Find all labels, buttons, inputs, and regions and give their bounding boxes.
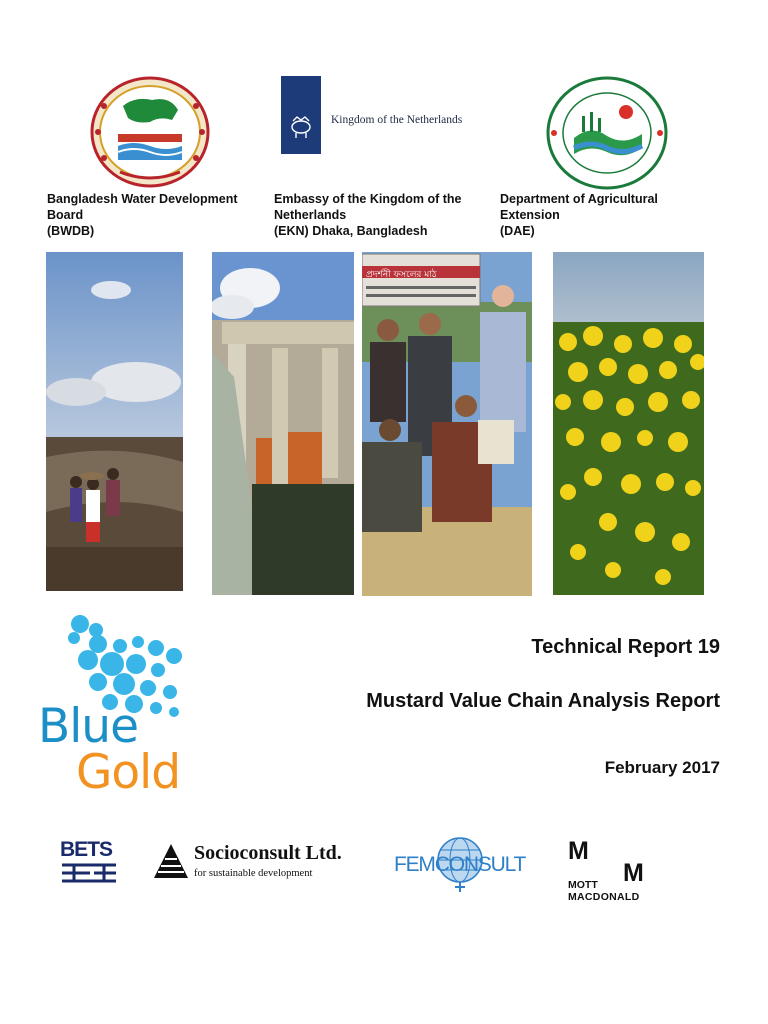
org-caption-dae <box>500 191 705 239</box>
report-subtitle: Mustard Value Chain Analysis Report <box>366 690 720 712</box>
bets-lines-icon <box>60 862 118 884</box>
org-caption-line: Embassy of the Kingdom of the <box>274 192 462 206</box>
blue-gold-logo <box>38 612 198 798</box>
mott-line1: MOTT <box>568 879 598 891</box>
socioconsult-logo <box>152 840 362 884</box>
bwdb-logo <box>90 76 210 188</box>
report-date: February 2017 <box>604 758 720 777</box>
org-caption-line: (DAE) <box>500 224 535 238</box>
org-caption-line: Department of Agricultural <box>500 192 658 206</box>
socioconsult-tagline: for sustainable development <box>194 868 313 879</box>
mott-m-bottom-icon: M <box>623 859 644 887</box>
netherlands-logo <box>281 76 501 154</box>
bets-logo-text: BETS <box>60 838 113 861</box>
org-caption-line: (EKN) Dhaka, Bangladesh <box>274 224 428 238</box>
mustard-flowers-photo <box>553 252 704 595</box>
org-caption-line: Board <box>47 208 84 222</box>
netherlands-logo-text: Kingdom of the Netherlands <box>331 114 463 126</box>
mott-m-top-icon: M <box>568 837 589 865</box>
bets-logo <box>60 838 120 886</box>
mott-line2: MACDONALD <box>568 891 640 903</box>
socioconsult-name: Socioconsult Ltd. <box>194 842 342 864</box>
signboard-text: প্রদর্শনী ফসলের মাঠ <box>366 270 437 280</box>
femconsult-name: FEMCONSULT <box>394 853 526 876</box>
pyramid-icon <box>152 842 190 880</box>
mott-macdonald-logo <box>568 838 658 904</box>
blue-gold-logo-line2: Gold <box>76 745 181 800</box>
org-caption-line: Extension <box>500 208 560 222</box>
blue-gold-logo-line1: Blue <box>38 699 139 754</box>
org-caption-ekn <box>274 191 479 239</box>
org-caption-line: (BWDB) <box>47 224 95 238</box>
org-caption-line: Netherlands <box>274 208 347 222</box>
org-caption-bwdb <box>47 191 252 239</box>
group-of-men-photo <box>362 252 532 596</box>
workers-digging-canal-photo <box>46 252 183 591</box>
dae-logo <box>546 76 668 190</box>
femconsult-logo <box>392 836 532 894</box>
org-caption-line: Bangladesh Water Development <box>47 192 238 206</box>
sluice-gate-photo <box>212 252 354 595</box>
report-title: Technical Report 19 <box>531 636 720 658</box>
